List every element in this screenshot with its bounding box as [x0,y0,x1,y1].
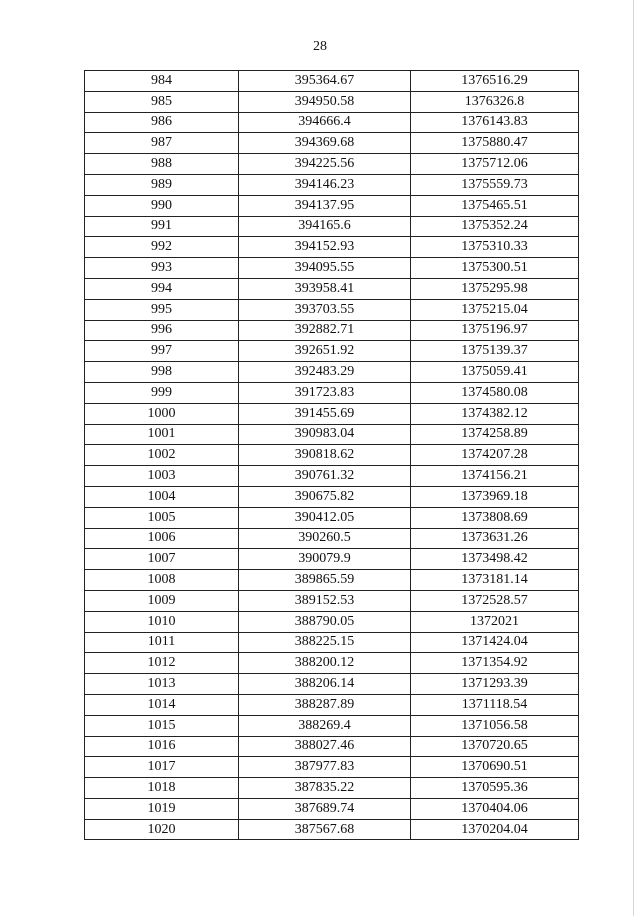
x-coordinate-cell: 394950.58 [239,91,411,112]
y-coordinate-cell: 1375196.97 [411,320,579,341]
y-coordinate-cell: 1373969.18 [411,486,579,507]
point-number-cell: 997 [85,341,239,362]
point-number-cell: 1002 [85,445,239,466]
point-number-cell: 1005 [85,507,239,528]
coordinate-table [84,70,579,840]
table-row [85,237,579,258]
table-row [85,549,579,570]
point-number-cell: 992 [85,237,239,258]
x-coordinate-cell: 392882.71 [239,320,411,341]
point-number-cell: 999 [85,382,239,403]
x-coordinate-cell: 387835.22 [239,778,411,799]
point-number-cell: 986 [85,112,239,133]
y-coordinate-cell: 1374156.21 [411,466,579,487]
point-number-cell: 998 [85,362,239,383]
table-row [85,736,579,757]
table-row [85,590,579,611]
y-coordinate-cell: 1371424.04 [411,632,579,653]
y-coordinate-cell: 1370690.51 [411,757,579,778]
y-coordinate-cell: 1372528.57 [411,590,579,611]
x-coordinate-cell: 388225.15 [239,632,411,653]
table-row [85,653,579,674]
x-coordinate-cell: 394369.68 [239,133,411,154]
table-row [85,195,579,216]
y-coordinate-cell: 1374382.12 [411,403,579,424]
x-coordinate-cell: 393703.55 [239,299,411,320]
point-number-cell: 1008 [85,570,239,591]
x-coordinate-cell: 394225.56 [239,154,411,175]
point-number-cell: 984 [85,71,239,92]
y-coordinate-cell: 1376326.8 [411,91,579,112]
point-number-cell: 1010 [85,611,239,632]
y-coordinate-cell: 1374207.28 [411,445,579,466]
point-number-cell: 993 [85,258,239,279]
x-coordinate-cell: 390079.9 [239,549,411,570]
point-number-cell: 1019 [85,798,239,819]
point-number-cell: 1009 [85,590,239,611]
table-row [85,216,579,237]
point-number-cell: 1007 [85,549,239,570]
page-edge-line [633,0,634,916]
table-row [85,798,579,819]
y-coordinate-cell: 1375295.98 [411,278,579,299]
x-coordinate-cell: 394152.93 [239,237,411,258]
y-coordinate-cell: 1375059.41 [411,362,579,383]
table-row [85,507,579,528]
table-row [85,570,579,591]
x-coordinate-cell: 387567.68 [239,819,411,840]
x-coordinate-cell: 388790.05 [239,611,411,632]
y-coordinate-cell: 1375465.51 [411,195,579,216]
table-row [85,154,579,175]
point-number-cell: 991 [85,216,239,237]
x-coordinate-cell: 391723.83 [239,382,411,403]
x-coordinate-cell: 392483.29 [239,362,411,383]
x-coordinate-cell: 387689.74 [239,798,411,819]
table-row [85,403,579,424]
y-coordinate-cell: 1375139.37 [411,341,579,362]
point-number-cell: 1004 [85,486,239,507]
y-coordinate-cell: 1375310.33 [411,237,579,258]
y-coordinate-cell: 1373808.69 [411,507,579,528]
table-row [85,382,579,403]
x-coordinate-cell: 394095.55 [239,258,411,279]
y-coordinate-cell: 1375352.24 [411,216,579,237]
table-row [85,112,579,133]
point-number-cell: 994 [85,278,239,299]
x-coordinate-cell: 389152.53 [239,590,411,611]
y-coordinate-cell: 1370404.06 [411,798,579,819]
x-coordinate-cell: 390761.32 [239,466,411,487]
x-coordinate-cell: 388200.12 [239,653,411,674]
table-row [85,778,579,799]
point-number-cell: 988 [85,154,239,175]
table-row [85,320,579,341]
point-number-cell: 1013 [85,674,239,695]
table-row [85,174,579,195]
table-row [85,424,579,445]
table-row [85,341,579,362]
y-coordinate-cell: 1375559.73 [411,174,579,195]
y-coordinate-cell: 1375300.51 [411,258,579,279]
y-coordinate-cell: 1370204.04 [411,819,579,840]
y-coordinate-cell: 1375712.06 [411,154,579,175]
table-row [85,445,579,466]
y-coordinate-cell: 1370595.36 [411,778,579,799]
x-coordinate-cell: 387977.83 [239,757,411,778]
x-coordinate-cell: 389865.59 [239,570,411,591]
table-body [85,71,579,840]
x-coordinate-cell: 394165.6 [239,216,411,237]
x-coordinate-cell: 390412.05 [239,507,411,528]
y-coordinate-cell: 1376143.83 [411,112,579,133]
y-coordinate-cell: 1376516.29 [411,71,579,92]
table-row [85,299,579,320]
point-number-cell: 1014 [85,694,239,715]
x-coordinate-cell: 394146.23 [239,174,411,195]
x-coordinate-cell: 392651.92 [239,341,411,362]
x-coordinate-cell: 395364.67 [239,71,411,92]
y-coordinate-cell: 1370720.65 [411,736,579,757]
x-coordinate-cell: 390260.5 [239,528,411,549]
point-number-cell: 985 [85,91,239,112]
point-number-cell: 1016 [85,736,239,757]
table-row [85,694,579,715]
point-number-cell: 990 [85,195,239,216]
point-number-cell: 1001 [85,424,239,445]
x-coordinate-cell: 391455.69 [239,403,411,424]
point-number-cell: 1012 [85,653,239,674]
point-number-cell: 1000 [85,403,239,424]
y-coordinate-cell: 1374580.08 [411,382,579,403]
table-row [85,362,579,383]
table-row [85,674,579,695]
point-number-cell: 1006 [85,528,239,549]
x-coordinate-cell: 393958.41 [239,278,411,299]
y-coordinate-cell: 1373181.14 [411,570,579,591]
table-row [85,528,579,549]
x-coordinate-cell: 388027.46 [239,736,411,757]
x-coordinate-cell: 388206.14 [239,674,411,695]
table-row [85,278,579,299]
y-coordinate-cell: 1374258.89 [411,424,579,445]
table-row [85,71,579,92]
page-number: 28 [313,39,327,54]
point-number-cell: 1020 [85,819,239,840]
point-number-cell: 1018 [85,778,239,799]
x-coordinate-cell: 394666.4 [239,112,411,133]
x-coordinate-cell: 390818.62 [239,445,411,466]
y-coordinate-cell: 1371354.92 [411,653,579,674]
table-row [85,819,579,840]
x-coordinate-cell: 388287.89 [239,694,411,715]
table-row [85,91,579,112]
point-number-cell: 989 [85,174,239,195]
point-number-cell: 1017 [85,757,239,778]
point-number-cell: 1015 [85,715,239,736]
table-row [85,486,579,507]
y-coordinate-cell: 1371118.54 [411,694,579,715]
x-coordinate-cell: 390675.82 [239,486,411,507]
x-coordinate-cell: 394137.95 [239,195,411,216]
point-number-cell: 995 [85,299,239,320]
point-number-cell: 1011 [85,632,239,653]
x-coordinate-cell: 390983.04 [239,424,411,445]
y-coordinate-cell: 1375880.47 [411,133,579,154]
table-row [85,258,579,279]
table-row [85,632,579,653]
y-coordinate-cell: 1375215.04 [411,299,579,320]
y-coordinate-cell: 1371056.58 [411,715,579,736]
point-number-cell: 987 [85,133,239,154]
table-row [85,133,579,154]
x-coordinate-cell: 388269.4 [239,715,411,736]
y-coordinate-cell: 1372021 [411,611,579,632]
table-row [85,466,579,487]
y-coordinate-cell: 1373631.26 [411,528,579,549]
point-number-cell: 1003 [85,466,239,487]
table-row [85,715,579,736]
y-coordinate-cell: 1373498.42 [411,549,579,570]
point-number-cell: 996 [85,320,239,341]
table-row [85,757,579,778]
table-row [85,611,579,632]
y-coordinate-cell: 1371293.39 [411,674,579,695]
